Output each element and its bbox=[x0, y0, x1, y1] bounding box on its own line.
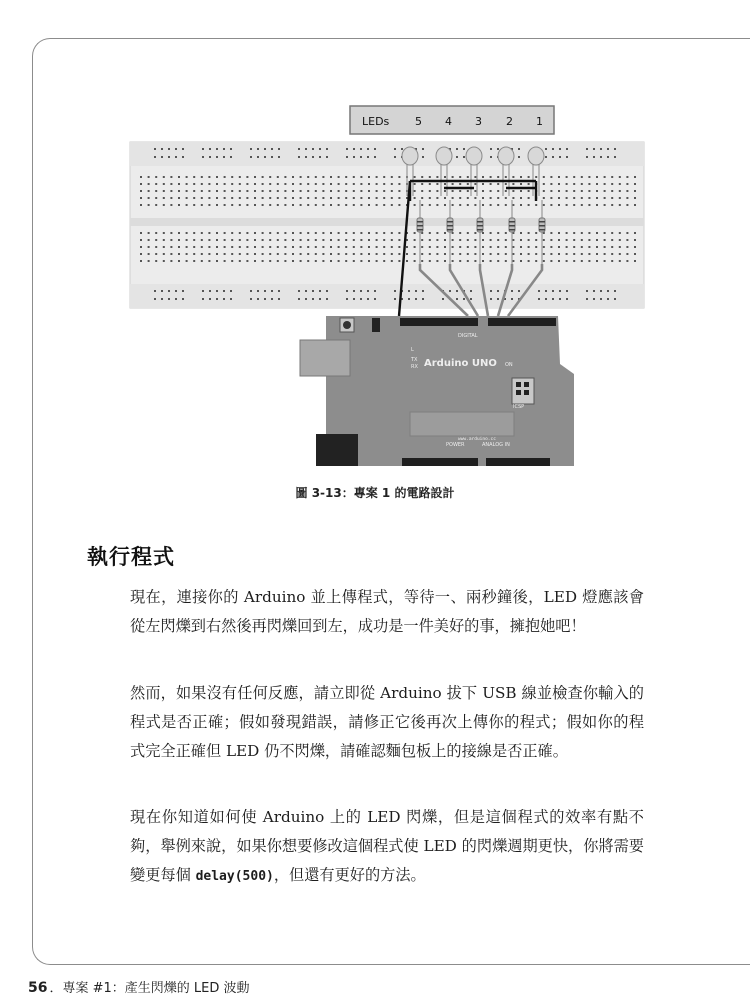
paragraph-3-text-a: 現在你知道如何使 Arduino 上的 LED 閃爍，但是這個程式的效率有點不夠，舉例來說，如果你想要修改這個程式使 LED 的閃爍週期更快，你將需要變更每個 bbox=[130, 808, 644, 884]
board-name: Arduino UNO bbox=[424, 358, 497, 369]
paragraph-3 bbox=[130, 803, 644, 891]
circuit-figure bbox=[128, 104, 648, 476]
inline-code-delay: delay(500) bbox=[195, 869, 274, 884]
on-label: ON bbox=[505, 362, 513, 368]
led-number-1: 1 bbox=[536, 115, 543, 128]
website-label: www.arduino.cc bbox=[458, 437, 496, 442]
icsp-label: ICSP bbox=[513, 404, 525, 410]
paragraph-1: 現在，連接你的 Arduino 並上傳程式，等待一、兩秒鐘後，LED 燈應該會從左閃爍到右然後再閃爍回到左，成功是一件美好的事，擁抱她吧！ bbox=[130, 588, 644, 635]
digital-label: DIGITAL bbox=[458, 333, 478, 339]
led-number-3: 3 bbox=[475, 115, 482, 128]
page-footer bbox=[28, 977, 250, 996]
leds-label: LEDs bbox=[362, 115, 390, 128]
led-number-4: 4 bbox=[445, 115, 452, 128]
figure-caption: 圖 3-13：專案 1 的電路設計 bbox=[295, 486, 455, 500]
paragraph-3-text-b: ，但還有更好的方法。 bbox=[273, 866, 426, 884]
analog-label: ANALOG IN bbox=[482, 442, 510, 448]
rx-label: RX bbox=[411, 364, 418, 370]
led-number-2: 2 bbox=[506, 115, 513, 128]
circuit-diagram bbox=[128, 104, 648, 476]
arduino-board bbox=[300, 316, 574, 466]
page-number: 56 bbox=[28, 980, 48, 996]
led-number-5: 5 bbox=[415, 115, 422, 128]
power-label: POWER bbox=[446, 442, 465, 448]
paragraph-2: 然而，如果沒有任何反應，請立即從 Arduino 拔下 USB 線並檢查你輸入的程式是否正確；假如發現錯誤，請修正它後再次上傳你的程式；假如你的程式完全正確但 LED 仍不閃爍，請確認麵包板上的接線是否正確。 bbox=[130, 684, 644, 760]
section-title: 執行程式 bbox=[87, 545, 175, 569]
breadboard bbox=[130, 142, 644, 308]
tx-label: TX bbox=[411, 357, 418, 363]
l-label: L bbox=[411, 347, 414, 353]
footer-text: ．專案 #1：產生閃爍的 LED 波動 bbox=[49, 981, 250, 996]
